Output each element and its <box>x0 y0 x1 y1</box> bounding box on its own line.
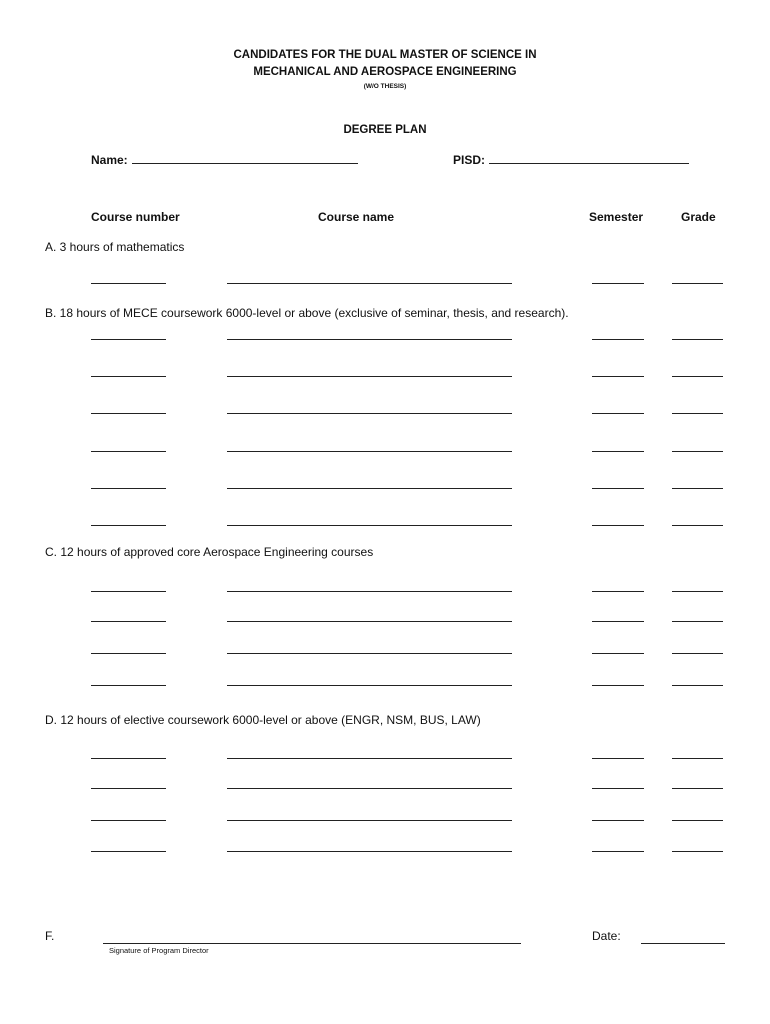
course-row-c-1[interactable] <box>0 591 770 592</box>
semester-blank[interactable] <box>592 488 644 489</box>
course-row-b-5[interactable] <box>0 488 770 489</box>
grade-blank[interactable] <box>672 758 723 759</box>
course-row-a-1[interactable] <box>0 283 770 284</box>
course-row-b-2[interactable] <box>0 376 770 377</box>
course-row-b-4[interactable] <box>0 451 770 452</box>
semester-blank[interactable] <box>592 591 644 592</box>
grade-blank[interactable] <box>672 621 723 622</box>
grade-blank[interactable] <box>672 376 723 377</box>
course-name-blank[interactable] <box>227 525 512 526</box>
column-header-course-number: Course number <box>91 210 180 224</box>
course-number-blank[interactable] <box>91 488 166 489</box>
course-name-blank[interactable] <box>227 591 512 592</box>
name-field[interactable] <box>91 151 358 169</box>
course-name-blank[interactable] <box>227 788 512 789</box>
section-a-label: A. 3 hours of mathematics <box>45 240 185 254</box>
column-header-semester: Semester <box>589 210 644 224</box>
pisd-label: PISD: <box>453 153 486 167</box>
course-number-blank[interactable] <box>91 283 166 284</box>
grade-blank[interactable] <box>672 283 723 284</box>
semester-blank[interactable] <box>592 525 644 526</box>
form-title-line-1: CANDIDATES FOR THE DUAL MASTER OF SCIENCE IN <box>233 49 537 61</box>
course-name-blank[interactable] <box>227 851 512 852</box>
course-name-blank[interactable] <box>227 283 512 284</box>
course-row-c-4[interactable] <box>0 685 770 686</box>
course-row-d-3[interactable] <box>0 820 770 821</box>
semester-blank[interactable] <box>592 376 644 377</box>
section-c-label: C. 12 hours of approved core Aerospace Engineering courses <box>45 545 374 559</box>
semester-blank[interactable] <box>592 851 644 852</box>
course-name-blank[interactable] <box>227 339 512 340</box>
grade-blank[interactable] <box>672 820 723 821</box>
course-row-b-3[interactable] <box>0 413 770 414</box>
grade-blank[interactable] <box>672 488 723 489</box>
course-name-blank[interactable] <box>227 488 512 489</box>
column-header-course-name: Course name <box>318 210 395 224</box>
course-number-blank[interactable] <box>91 851 166 852</box>
date-blank[interactable] <box>641 943 725 944</box>
director-signature-line[interactable] <box>103 943 521 944</box>
course-name-blank[interactable] <box>227 413 512 414</box>
course-row-b-6[interactable] <box>0 525 770 526</box>
course-name-blank[interactable] <box>227 820 512 821</box>
course-name-blank[interactable] <box>227 685 512 686</box>
semester-blank[interactable] <box>592 685 644 686</box>
column-header-grade: Grade <box>681 210 716 224</box>
date-label: Date: <box>592 929 621 943</box>
course-number-blank[interactable] <box>91 413 166 414</box>
course-number-blank[interactable] <box>91 621 166 622</box>
course-name-blank[interactable] <box>227 451 512 452</box>
semester-blank[interactable] <box>592 758 644 759</box>
course-number-blank[interactable] <box>91 451 166 452</box>
course-row-b-1[interactable] <box>0 339 770 340</box>
semester-blank[interactable] <box>592 339 644 340</box>
course-number-blank[interactable] <box>91 591 166 592</box>
form-title-line-2: MECHANICAL AND AEROSPACE ENGINEERING <box>253 66 517 78</box>
section-d-label: D. 12 hours of elective coursework 6000-level or above (ENGR, NSM, BUS, LAW) <box>45 713 481 727</box>
course-row-d-1[interactable] <box>0 758 770 759</box>
grade-blank[interactable] <box>672 339 723 340</box>
pisd-blank[interactable] <box>489 152 689 164</box>
grade-blank[interactable] <box>672 525 723 526</box>
semester-blank[interactable] <box>592 621 644 622</box>
course-name-blank[interactable] <box>227 758 512 759</box>
semester-blank[interactable] <box>592 283 644 284</box>
grade-blank[interactable] <box>672 451 723 452</box>
course-number-blank[interactable] <box>91 339 166 340</box>
signature-caption: Signature of Program Director <box>109 946 209 955</box>
grade-blank[interactable] <box>672 851 723 852</box>
course-number-blank[interactable] <box>91 820 166 821</box>
grade-blank[interactable] <box>672 591 723 592</box>
degree-plan-heading: DEGREE PLAN <box>343 124 427 136</box>
grade-blank[interactable] <box>672 413 723 414</box>
name-blank[interactable] <box>132 152 358 164</box>
course-number-blank[interactable] <box>91 376 166 377</box>
course-row-c-2[interactable] <box>0 621 770 622</box>
semester-blank[interactable] <box>592 413 644 414</box>
grade-blank[interactable] <box>672 685 723 686</box>
course-row-c-3[interactable] <box>0 653 770 654</box>
course-number-blank[interactable] <box>91 685 166 686</box>
course-row-d-4[interactable] <box>0 851 770 852</box>
semester-blank[interactable] <box>592 653 644 654</box>
course-number-blank[interactable] <box>91 788 166 789</box>
course-number-blank[interactable] <box>91 525 166 526</box>
grade-blank[interactable] <box>672 653 723 654</box>
course-name-blank[interactable] <box>227 653 512 654</box>
course-name-blank[interactable] <box>227 621 512 622</box>
course-row-d-2[interactable] <box>0 788 770 789</box>
semester-blank[interactable] <box>592 451 644 452</box>
item-f-label: F. <box>45 929 55 943</box>
form-subtitle: (W/O THESIS) <box>363 83 407 90</box>
course-number-blank[interactable] <box>91 758 166 759</box>
name-label: Name: <box>91 153 128 167</box>
grade-blank[interactable] <box>672 788 723 789</box>
course-name-blank[interactable] <box>227 376 512 377</box>
section-b-label: B. 18 hours of MECE coursework 6000-level or above (exclusive of seminar, thesis, and research). <box>45 306 569 320</box>
semester-blank[interactable] <box>592 788 644 789</box>
pisd-field[interactable] <box>453 151 689 169</box>
course-number-blank[interactable] <box>91 653 166 654</box>
semester-blank[interactable] <box>592 820 644 821</box>
